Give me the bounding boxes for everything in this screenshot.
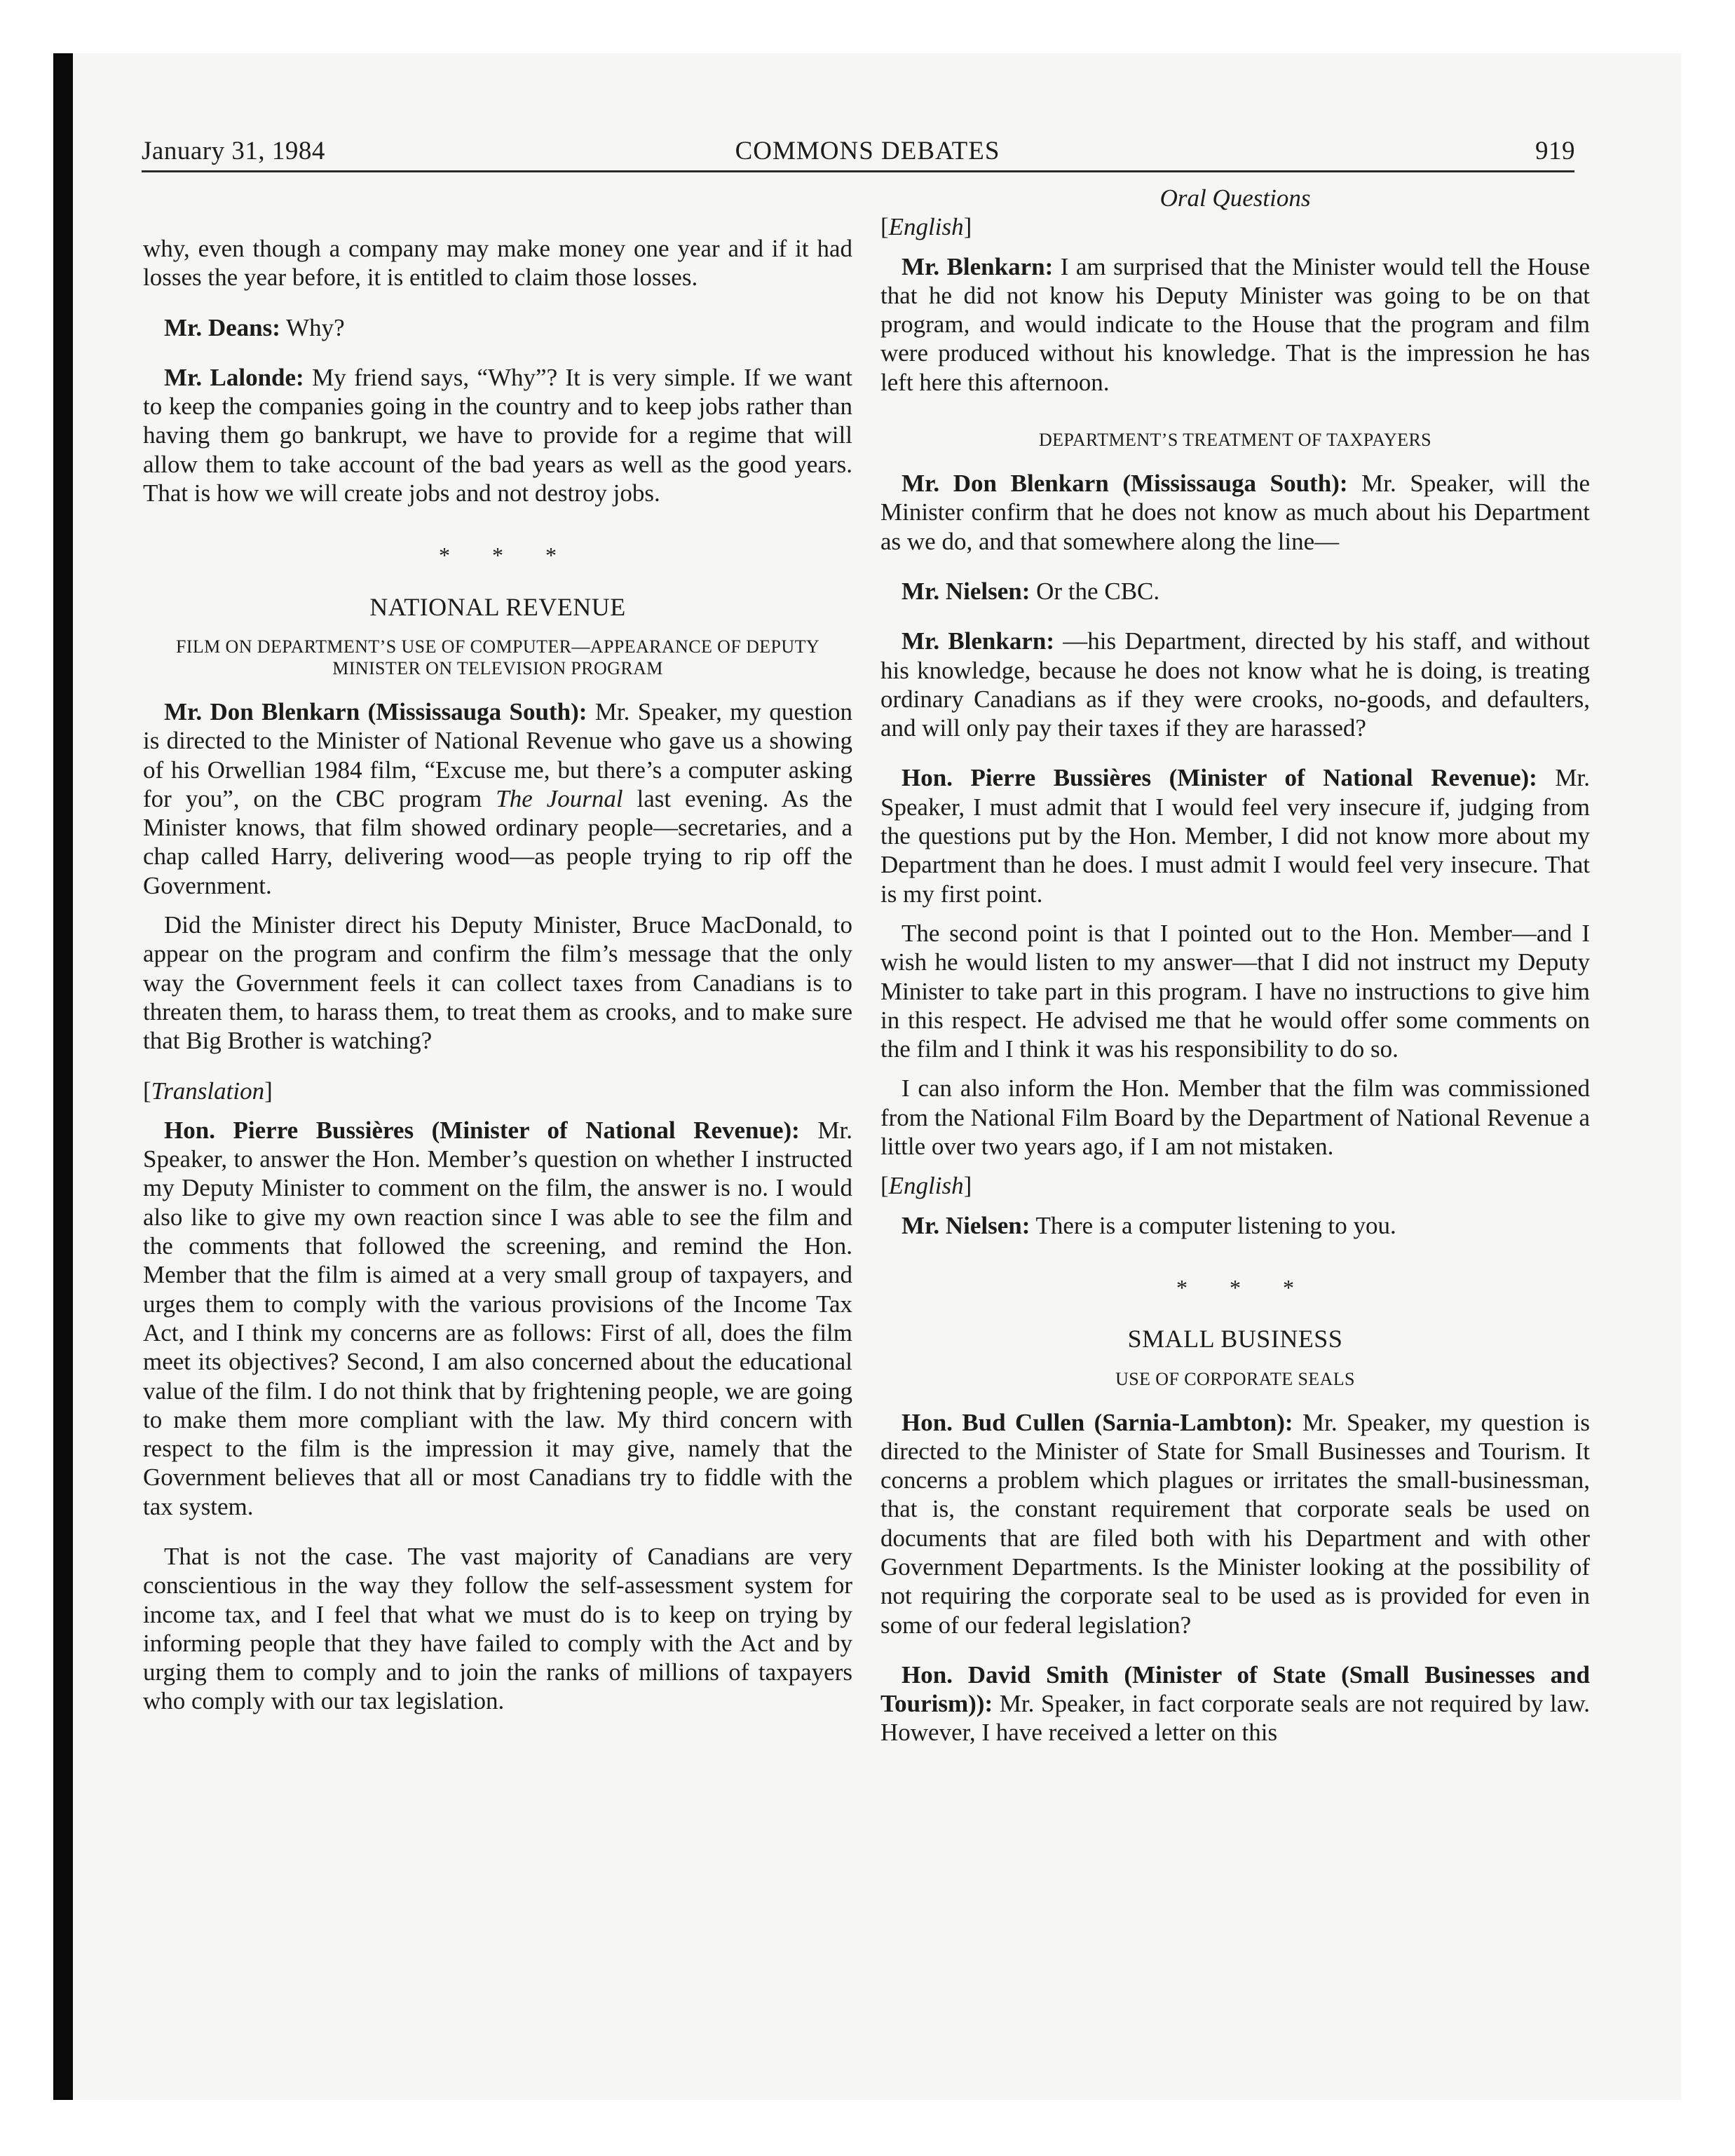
paragraph: why, even though a company may make money one year and if it had losses the year before, it is entitled to claim those losses. [143, 235, 852, 292]
speech-text: last evening. As the Minister knows, that film showed ordinary people—secretaries, and a chap called Harry, delivering wood—as people trying to rip off the Government. [143, 784, 853, 899]
speaker-name: Hon. Bud Cullen (Sarnia-Lambton): [901, 1408, 1293, 1436]
speaker-name: Mr. Blenkarn: [901, 627, 1055, 655]
speaker-name: Hon. Pierre Bussières (Minister of National Revenue): [164, 1116, 800, 1144]
speech-paragraph [880, 1408, 1590, 1639]
subsection-heading: DEPARTMENT’S TREATMENT OF TAXPAYERS [1038, 430, 1432, 451]
speech-text: Or the CBC. [1030, 577, 1160, 605]
speech-paragraph [880, 1660, 1590, 1747]
speech-text: Mr. Speaker, my question is directed to the Minister of National Revenue who gave us a showing of his Orwellian 1984 film, “Excuse me, but there’s a computer asking for you”, on the CBC program [143, 697, 852, 812]
subsection-heading: USE OF CORPORATE SEALS [1115, 1368, 1355, 1389]
speaker-name: Mr. Don Blenkarn (Mississauga South): [164, 697, 587, 725]
speaker-name: Mr. Blenkarn: [901, 252, 1054, 280]
header-page-number: 919 [1535, 137, 1575, 165]
speaker-name: Mr. Deans: [164, 313, 280, 341]
right-column [880, 184, 1590, 1747]
speech-text: Mr. Speaker, to answer the Hon. Member’s question on whether I instructed my Deputy Minister to comment on the film, the answer is no. I would also like to give my own reaction since I was able to see the film and the comments that followed the screening, and remind the Hon. Member that the film is aimed at a very small group of taxpayers, and urges them to comply with the various provisions of the Income Tax Act, and I think my concerns are as follows: First of all, does the film meet its objectives? Second, I am also concerned about the educational value of the film. I do not think that by frightening people, we are going to make them more compliant with the law. My third concern with respect to the film is the impression it may give, namely that the Government believes that all or most Canadians try to fiddle with the tax system. [143, 1116, 852, 1520]
speaker-name: Hon. Pierre Bussières (Minister of National Revenue): [901, 764, 1537, 792]
speaker-name: Mr. Nielsen: [901, 577, 1030, 605]
speech-text: My friend says, “Why”? It is very simple. If we want to keep the companies going in the country and to keep jobs rather than having them go bankrupt, we have to provide for a regime that will allow them to take account of the bad years as well as the good years. That is how we will create jobs and not destroy jobs. [143, 363, 852, 507]
language-marker: [English] [880, 213, 972, 241]
speech-paragraph [880, 627, 1590, 742]
speech-paragraph [880, 577, 1590, 606]
paragraph: That is not the case. The vast majority of Canadians are very conscientious in the way they follow the self-assessment system for income tax, and I feel that what we must do is to keep on trying by informing people that they have failed to comply with the Act and by urging them to comply and to join the ranks of millions of taxpayers who comply with our tax legislation. [143, 1542, 852, 1715]
speech-paragraph [880, 252, 1590, 397]
speaker-name: Hon. David Smith (Minister of State (Small Businesses and Tourism)): [880, 1660, 1590, 1718]
paragraph: I can also inform the Hon. Member that the film was commissioned from the National Film Board by the Department of National Revenue a little over two years ago, if I am not mistaken. [880, 1074, 1590, 1161]
speech-paragraph [880, 1211, 1590, 1240]
speech-text: Mr. Speaker, my question is directed to the Minister of State for Small Businesses and Tourism. It concerns a problem which plagues or irritates the small-businessman, that is, the constant requirement that corporate seals be used on documents that are filed both with his Department and with other Government Departments. Is the Minister looking at the possibility of not requiring the corporate seal to be used as is provided for even in some of our federal legislation? [880, 1408, 1590, 1639]
speaker-name: Mr. Don Blenkarn (Mississauga South): [901, 470, 1348, 498]
speech-text: There is a computer listening to you. [1030, 1211, 1396, 1239]
speech-paragraph [880, 469, 1590, 556]
language-marker: [English] [880, 1172, 972, 1200]
speech-paragraph [880, 763, 1590, 908]
speech-paragraph [143, 313, 852, 342]
section-heading: SMALL BUSINESS [1127, 1325, 1343, 1353]
language-marker: [Translation] [143, 1077, 273, 1105]
paragraph: Did the Minister direct his Deputy Minister, Bruce MacDonald, to appear on the program and confirm the film’s message that the only way the Government feels it can collect taxes from Canadians is to threaten them, to harass them, to treat them as crooks, and to make sure that Big Brother is watching? [143, 911, 852, 1055]
header-date: January 31, 1984 [142, 137, 325, 165]
header-rule [142, 170, 1574, 172]
speech-text: Mr. Speaker, I must admit that I would feel very insecure if, judging from the questions put by the Hon. Member, I did not know more about my Department than he does. I must admit I would feel very insecure. That is my first point. [880, 764, 1590, 908]
paragraph: The second point is that I pointed out to the Hon. Member—and I wish he would listen to my answer—that I did not instruct my Deputy Minister to take part in this program. I have no instructions to give him in this respect. He advised me that he would offer some comments on the film and I think it was his responsibility to do so. [880, 919, 1590, 1063]
speech-text: —his Department, directed by his staff, and without his knowledge, because he does not know what he is doing, is treating ordinary Canadians as if they were crooks, no-goods, and defaulters, and will only pay their taxes if they are harassed? [880, 627, 1590, 742]
section-divider-stars: * * * [1176, 1274, 1312, 1300]
speech-paragraph [143, 363, 852, 507]
speech-paragraph [143, 1116, 852, 1521]
speaker-name: Mr. Nielsen: [901, 1211, 1030, 1239]
speech-text: Mr. Speaker, in fact corporate seals are not required by law. However, I have received a letter on this [880, 1690, 1590, 1747]
speech-text: Why? [280, 313, 345, 341]
speech-text: I am surprised that the Minister would tell the House that he did not know his Deputy Minister was going to be on that program, and would indicate to the House that the program and film were produced without his knowledge. That is the impression he has left here this afternoon. [880, 252, 1591, 396]
section-divider-stars: * * * [439, 543, 575, 568]
running-head: Oral Questions [1159, 184, 1311, 212]
scan-edge-bar [53, 53, 73, 2100]
speaker-name: Mr. Lalonde: [164, 363, 304, 391]
program-title: The Journal [496, 784, 623, 812]
speech-paragraph [143, 697, 852, 900]
speech-text: Mr. Speaker, will the Minister confirm that he does not know as much about his Department as we do, and that somewhere along the line— [880, 470, 1590, 555]
section-heading: NATIONAL REVENUE [369, 592, 626, 621]
header-title: COMMONS DEBATES [735, 137, 1000, 165]
left-column [143, 184, 852, 1716]
subsection-heading: FILM ON DEPARTMENT’S USE OF COMPUTER—APPEARANCE OF DEPUTY MINISTER ON TELEVISION PROGRAM [175, 636, 820, 678]
